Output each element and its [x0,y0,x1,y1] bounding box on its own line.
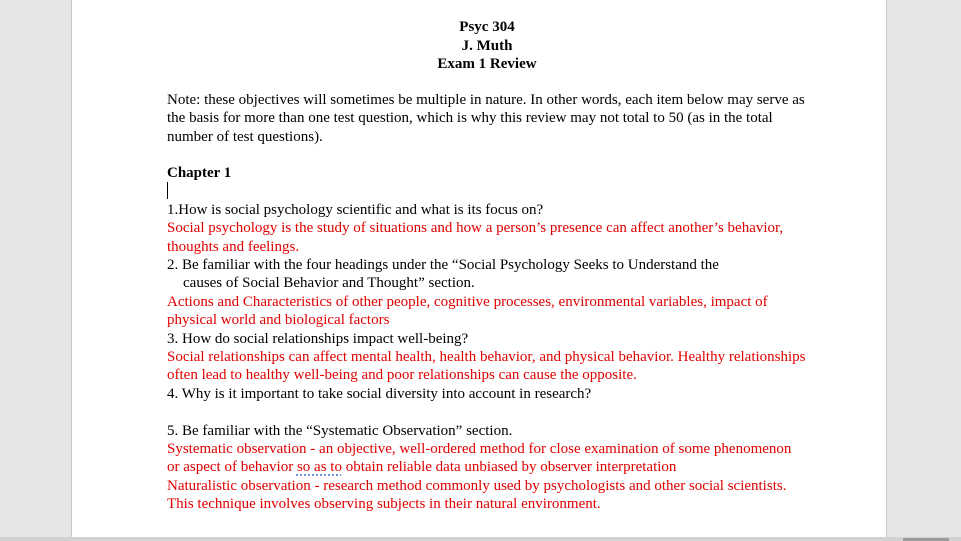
blank-line [167,403,807,421]
question-3: 3. How do social relationships impact well-being? [167,330,469,347]
text-cursor-line [167,182,807,200]
answer-5-systematic-end: obtain reliable data unbiased by observer interpretation [341,459,677,476]
note-paragraph: Note: these objectives will sometimes be multiple in nature. In other words, each item below may serve as the basis for more than one test question, which is why this review may not total to 50 (as in the total number of test questions). [167,91,805,145]
chapter-heading: Chapter 1 [167,165,232,181]
answer-2: Actions and Characteristics of other people, cognitive processes, environmental variables, impact of physical world and biological factors [167,293,768,329]
text-cursor [167,182,168,199]
answer-3: Social relationships can affect mental health, health behavior, and physical behavior. Healthy relationships often lead to healthy well-being and poor relationships can cause the opposite. [167,349,806,384]
answer-5-naturalistic: Naturalistic observation - research method commonly used by psychologists and other social scientists. This technique involves observing subjects in their natural environment. [167,477,787,513]
answer-1: Social psychology is the study of situations and how a person’s presence can affect another’s behavior, thoughts and feelings. [167,220,784,255]
question-4: 4. Why is it important to take social diversity into account in research? [167,385,592,402]
question-2-line-2: causes of Social Behavior and Thought” section. [183,275,475,292]
instructor-name: J. Muth [461,37,513,54]
question-1: 1.How is social psychology scientific and what is its focus on? [167,201,544,218]
answer-5-systematic [167,440,807,477]
document-page[interactable] [71,0,887,537]
document-title: Exam 1 Review [437,56,537,73]
answer-5-systematic-start: Systematic observation - an objective, well-ordered method for close examination of some phenomenon or aspect of behavior [167,441,792,476]
grammar-flag-text[interactable]: so as to [296,459,342,476]
question-5: 5. Be familiar with the “Systematic Observation” section. [167,422,513,439]
document-body[interactable] [167,18,807,514]
horizontal-scrollbar[interactable] [0,537,961,541]
question-2-line-1: 2. Be familiar with the four headings under the “Social Psychology Seeks to Understand the [167,257,719,274]
course-code: Psyc 304 [459,19,515,35]
